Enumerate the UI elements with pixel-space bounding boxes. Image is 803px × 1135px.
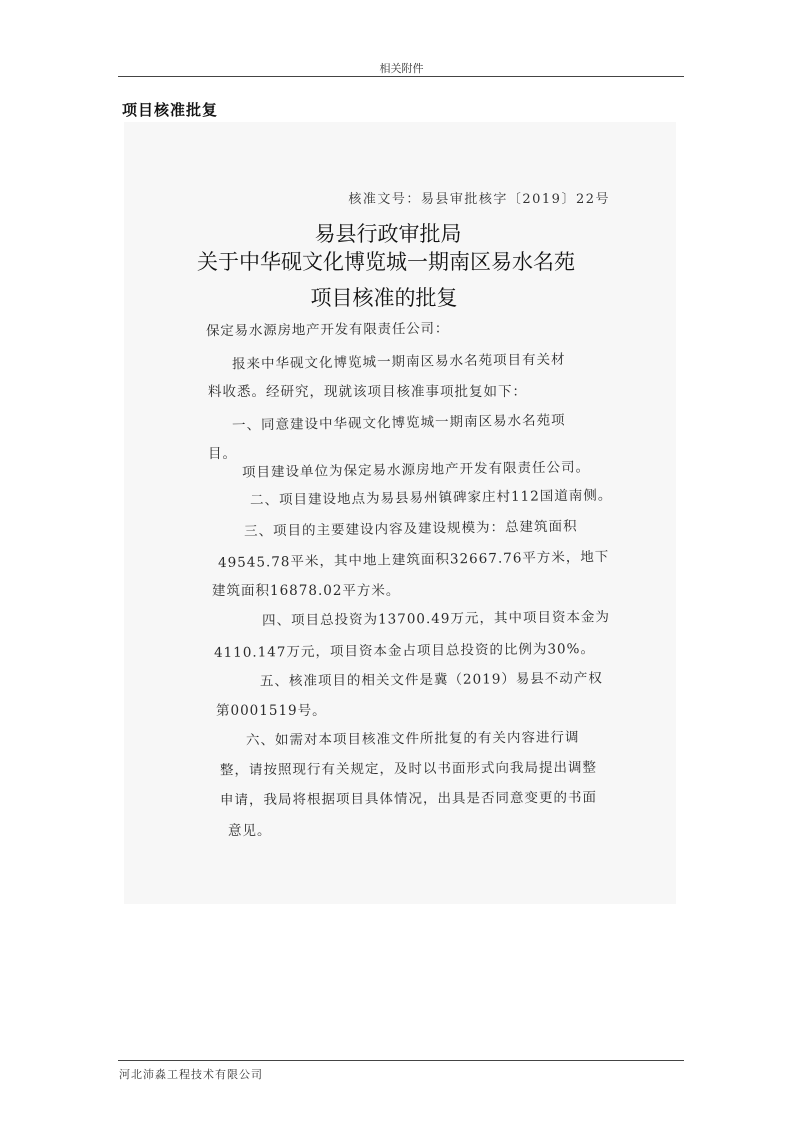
body-line: 申请，我局将根据项目具体情况，出具是否同意变更的书面 (219, 789, 598, 809)
body-line: 四、项目总投资为13700.49万元，其中项目资本金为 (261, 609, 611, 629)
page-footer: 河北沛淼工程技术有限公司 (119, 1068, 263, 1081)
header-divider (118, 76, 684, 77)
document-number: 核准文号：易县审批核字〔2019〕22号 (348, 192, 610, 207)
footer-divider (118, 1060, 684, 1061)
body-line: 目。 (208, 446, 237, 462)
body-line: 五、核准项目的相关文件是冀（2019）易县不动产权 (259, 670, 603, 690)
body-line: 整，请按照现行有关规定，及时以书面形式向我局提出调整 (219, 759, 598, 779)
document-addressee: 保定易水源房地产开发有限责任公司： (205, 320, 450, 340)
body-line: 报来中华砚文化博览城一期南区易水名苑项目有关材 (231, 351, 566, 373)
body-line: 建筑面积16878.02平方米。 (212, 583, 401, 599)
body-line: 49545.78平米，其中地上建筑面积32667.76平方米，地下 (217, 548, 610, 572)
body-line: 4110.147万元，项目资本金占项目总投资的比例为30%。 (213, 641, 596, 661)
scanned-approval-document (124, 122, 676, 904)
body-line: 意见。 (228, 823, 272, 839)
body-line: 二、项目建设地点为易县易州镇碑家庄村112国道南侧。 (249, 487, 613, 509)
body-line: 第0001519号。 (216, 703, 327, 719)
body-line: 料收悉。经研究，现就该项目核准事项批复如下： (208, 384, 527, 400)
body-line: 三、项目的主要建设内容及建设规模为：总建筑面积 (243, 518, 578, 540)
body-line: 项目建设单位为保定易水源房地产开发有限责任公司。 (241, 459, 591, 481)
document-title-line-3: 项目核准的批复 (310, 286, 458, 310)
document-title-line-1: 易县行政审批局 (314, 222, 462, 246)
section-title: 项目核准批复 (122, 101, 219, 119)
document-title-line-2: 关于中华砚文化博览城一期南区易水名苑 (197, 250, 575, 274)
body-line: 六、如需对本项目核准文件所批复的有关内容进行调 (245, 729, 580, 749)
body-line: 一、同意建设中华砚文化博览城一期南区易水名苑项 (231, 412, 566, 434)
page-header: 相关附件 (379, 62, 424, 75)
